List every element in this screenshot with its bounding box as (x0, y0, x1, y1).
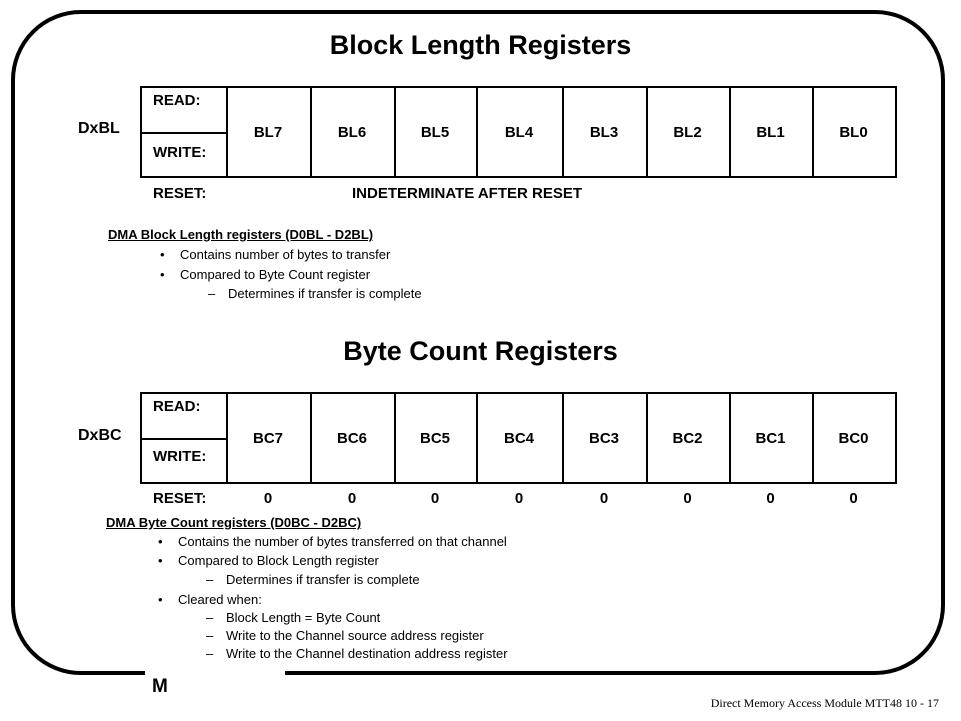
bl-bullet-2: • Compared to Byte Count register (180, 267, 370, 282)
bc-reset-value-0: 0 (263, 490, 273, 507)
bc-register-name: DxBC (78, 427, 122, 444)
block-length-title: Block Length Registers (329, 30, 632, 60)
bc-reset-value-5: 0 (683, 490, 692, 507)
bc-reset-value-3: 0 (514, 490, 524, 507)
bl-reset-text: INDETERMINATE AFTER RESET (352, 185, 583, 202)
bc-rw-divider (142, 438, 226, 440)
bl-read-label: READ: (153, 92, 201, 109)
bl-bit-bl1: BL1 (756, 123, 785, 141)
bc-bullet-1: • Contains the number of bytes transferred on that channel (178, 534, 507, 549)
bc-reset-value-4: 0 (599, 490, 609, 507)
bl-bit-bl7: BL7 (253, 123, 283, 141)
bc-reset-value-6: 0 (766, 490, 775, 507)
footer-text: Direct Memory Access Module MTT48 10 - 17 (710, 696, 939, 710)
byte-count-title: Byte Count Registers (343, 336, 618, 366)
bl-rw-divider (142, 132, 226, 134)
bl-bit-bl4: BL4 (504, 123, 534, 141)
bl-register-name: DxBL (78, 120, 120, 137)
bl-bit-bl5: BL5 (420, 123, 450, 141)
bc-bit-bc3: BC3 (588, 429, 619, 447)
bc-reset-value-1: 0 (347, 490, 357, 507)
bc-bit-bc6: BC6 (336, 429, 367, 447)
bl-bullet-1: • Contains number of bytes to transfer (180, 247, 390, 262)
bl-bit-bl6: BL6 (337, 123, 367, 141)
bc-read-label: READ: (153, 398, 201, 415)
bc-bit-bc1: BC1 (755, 429, 786, 447)
bc-bullet-2-sub: – Determines if transfer is complete (226, 572, 420, 587)
bl-desc-heading: DMA Block Length registers (D0BL - D2BL) (108, 227, 374, 242)
m-logo: M (152, 676, 168, 697)
bc-bit-bc7: BC7 (252, 429, 283, 447)
bc-bit-bc5: BC5 (419, 429, 450, 447)
bc-bullet-3-sub-3: – Write to the Channel destination address register (226, 646, 508, 661)
bl-write-label: WRITE: (153, 144, 207, 161)
bc-bullet-3: • Cleared when: (178, 592, 262, 607)
bc-reset-label: RESET: (153, 490, 207, 507)
bc-bit-bc0: BC0 (838, 429, 869, 447)
bl-register-box (140, 86, 897, 178)
bl-bit-bl3: BL3 (589, 123, 619, 141)
bc-bit-bc2: BC2 (672, 429, 703, 447)
bc-desc-heading: DMA Byte Count registers (D0BC - D2BC) (106, 515, 362, 530)
bc-bit-bc4: BC4 (503, 429, 534, 447)
bc-bullet-3-sub-2: – Write to the Channel source address register (226, 628, 484, 643)
bl-bit-bl0: BL0 (839, 123, 868, 141)
bl-bit-bl2: BL2 (673, 123, 702, 141)
bc-write-label: WRITE: (153, 448, 207, 465)
bl-reset-label: RESET: (153, 185, 207, 202)
bc-reset-value-2: 0 (430, 490, 440, 507)
bc-bullet-2: • Compared to Block Length register (178, 553, 379, 568)
bc-bullet-3-sub-1: – Block Length = Byte Count (226, 610, 380, 625)
bc-reset-value-7: 0 (849, 490, 858, 507)
bc-register-box (140, 392, 897, 484)
bl-sub-bullet-1: – Determines if transfer is complete (228, 286, 422, 301)
